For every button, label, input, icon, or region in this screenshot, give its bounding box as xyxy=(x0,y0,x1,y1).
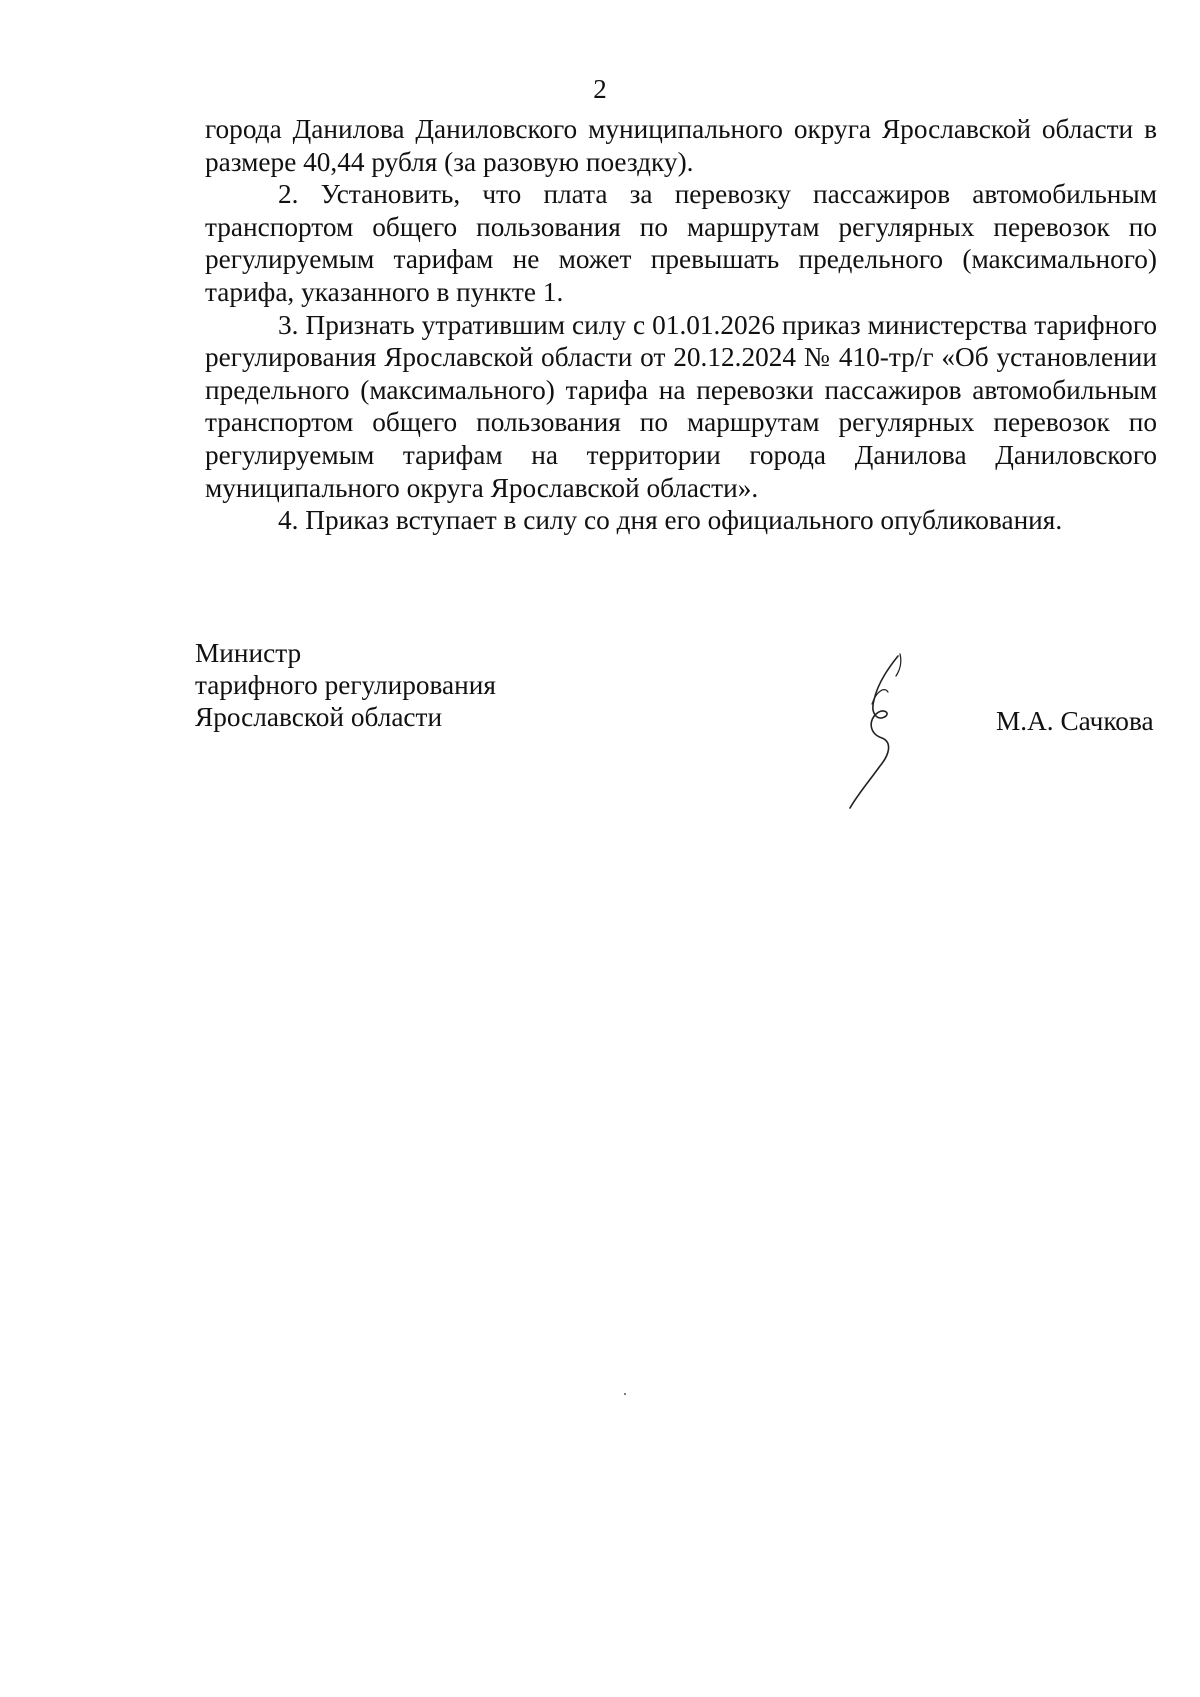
paragraph-2: 2. Установить, что плата за перевозку пассажиров автомобильным транспортом общего пользования по маршрутам регулярных перевозок по регулируемым тарифам не может превышать предельного (максимального) тарифа, указанного в пункте 1. xyxy=(205,179,1157,307)
position-line: Министр xyxy=(195,638,302,668)
paragraph-3: 3. Признать утратившим силу с 01.01.2026 приказ министерства тарифного регулирования Ярославской области от 20.12.2024 № 410-тр/г «Об установлении предельного (максимального) тарифа на перевозки пассажиров автомобильным транспортом общего пользования по маршрутам регулярных перевозок по регулируемым тарифам на территории города Данилова Даниловского муниципального округа Ярославской области». xyxy=(205,309,1157,503)
paragraph-4: 4. Приказ вступает в силу со дня его официального опубликования. xyxy=(278,505,1063,536)
page-number: 2 xyxy=(593,74,607,104)
position-line: Ярославской области xyxy=(195,702,443,732)
handwritten-signature xyxy=(830,652,930,812)
document-body xyxy=(205,113,1157,537)
signatory-position xyxy=(195,637,496,733)
paragraph-1-continuation: города Данилова Даниловского муниципального округа Ярославской области в размере 40,44 рубля (за разовую поездку). xyxy=(205,114,1157,177)
scan-artifact-dot xyxy=(624,1393,626,1395)
position-line: тарифного регулирования xyxy=(195,670,496,700)
signer-name: М.А. Сачкова xyxy=(996,706,1154,736)
